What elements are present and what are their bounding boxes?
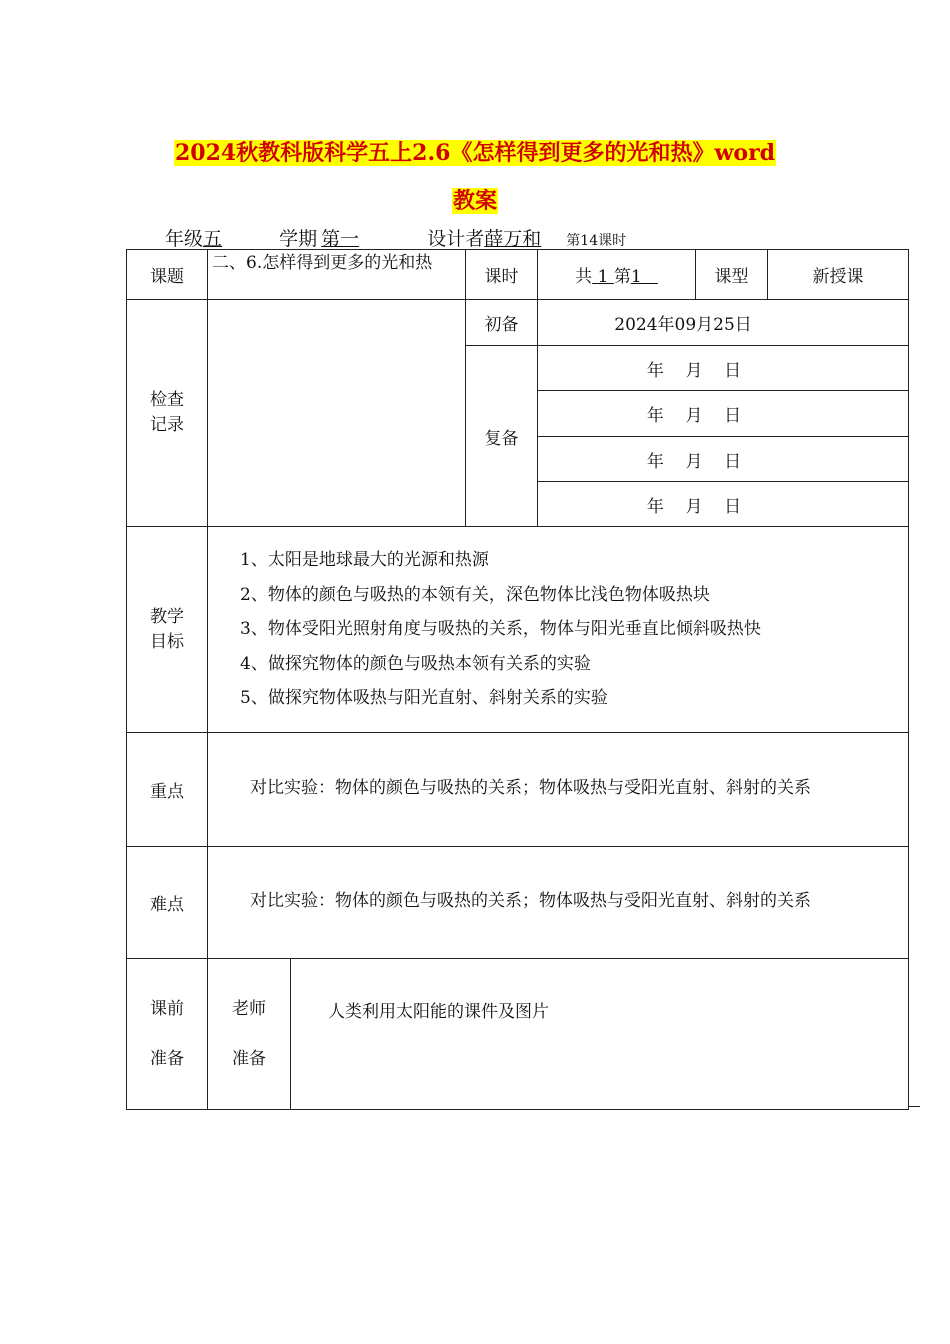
prep-content: 人类利用太阳能的课件及图片 (291, 959, 909, 1110)
difficulty-value: 对比实验：物体的颜色与吸热的关系；物体吸热与受阳光直射、斜射的关系 (208, 847, 909, 959)
re-prep-date-3: 年 月 日 (538, 437, 909, 482)
document-title-line-2: 教案 (452, 188, 497, 214)
goals-label: 教学目标 (127, 527, 208, 733)
difficulty-label: 难点 (127, 847, 208, 959)
type-label: 课型 (696, 250, 768, 300)
designer-value: 薛万和 (484, 228, 542, 250)
check-record-label: 检查记录 (127, 300, 208, 527)
pre-class-prep-label: 课前 准备 (127, 959, 208, 1110)
lesson-meta (165, 224, 626, 251)
key-point-value: 对比实验：物体的颜色与吸热的关系；物体吸热与受阳光直射、斜射的关系 (208, 733, 909, 847)
term-label: 学期 (279, 228, 318, 250)
goal-item: 5、做探究物体吸热与阳光直射、斜射关系的实验 (240, 688, 608, 709)
first-prep-label: 初备 (466, 300, 538, 346)
document-title-line-1: 2024秋教科版科学五上2.6《怎样得到更多的光和热》word (174, 140, 776, 166)
goal-item: 2、物体的颜色与吸热的本领有关，深色物体比浅色物体吸热块 (240, 584, 710, 605)
goal-item: 1、太阳是地球最大的光源和热源 (240, 550, 489, 571)
key-point-label: 重点 (127, 733, 208, 847)
term-value: 第一 (321, 228, 360, 250)
re-prep-date-1: 年 月 日 (538, 346, 909, 391)
topic-label: 课题 (127, 250, 208, 300)
check-record-content (208, 300, 466, 527)
hours-label: 课时 (466, 250, 538, 300)
lesson-plan-table (126, 249, 909, 1110)
re-prep-label: 复备 (466, 346, 538, 527)
teacher-prep-label: 老师 准备 (208, 959, 291, 1110)
grade-value: 五 (203, 228, 223, 250)
grade-label: 年级 (165, 228, 204, 250)
goals-list (208, 527, 909, 733)
type-value: 新授课 (768, 250, 909, 300)
topic-value: 二、6.怎样得到更多的光和热 (208, 250, 466, 300)
goal-item: 3、物体受阳光照射角度与吸热的关系，物体与阳光垂直比倾斜吸热快 (240, 619, 761, 640)
table-edge-line (908, 1106, 920, 1107)
goal-item: 4、做探究物体的颜色与吸热本领有关系的实验 (240, 653, 591, 674)
re-prep-date-2: 年 月 日 (538, 391, 909, 437)
re-prep-date-4: 年 月 日 (538, 482, 909, 527)
designer-label: 设计者 (427, 228, 485, 250)
hours-value: 共 1 第1 (538, 250, 696, 300)
period-label: 第14课时 (566, 233, 627, 249)
first-prep-date: 2024年09月25日 (538, 300, 909, 346)
